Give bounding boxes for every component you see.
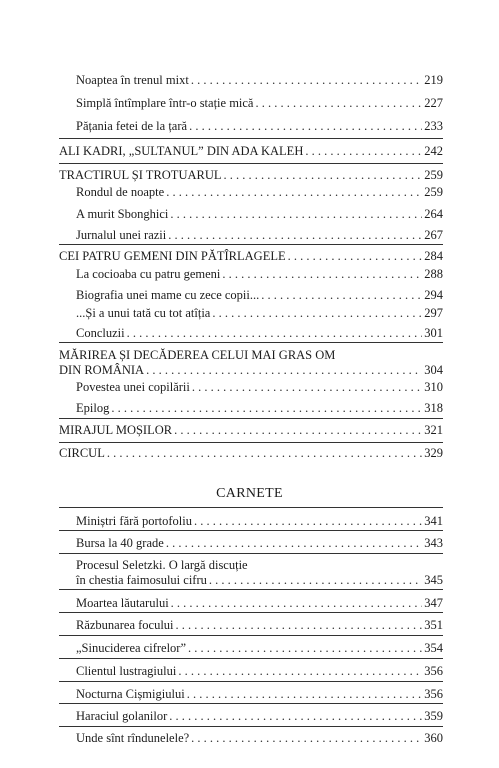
dot-leader bbox=[168, 228, 422, 242]
section-divider bbox=[59, 507, 443, 508]
dot-leader bbox=[169, 709, 422, 723]
toc-entry-title: Noaptea în trenul mixt bbox=[76, 73, 189, 87]
dot-leader bbox=[188, 641, 422, 655]
toc-entry bbox=[76, 536, 443, 550]
toc-entry-page: 356 bbox=[424, 687, 443, 701]
section-divider bbox=[59, 442, 443, 443]
toc-entry-title: Unde sînt rîndunelele? bbox=[76, 731, 190, 745]
dot-leader bbox=[166, 536, 422, 550]
toc-section-title: MIRAJUL MOȘILOR bbox=[59, 423, 173, 437]
toc-section-page: 321 bbox=[424, 423, 443, 437]
dot-leader bbox=[194, 514, 422, 528]
toc-entry-title: Haraciul golanilor bbox=[76, 709, 168, 723]
dot-leader bbox=[189, 119, 422, 133]
toc-entry-page: 360 bbox=[424, 731, 443, 745]
toc-entry-title: Concluzii bbox=[76, 326, 125, 340]
dot-leader bbox=[170, 207, 422, 221]
section-divider bbox=[59, 530, 443, 531]
toc-entry-title: Epilog bbox=[76, 401, 110, 415]
toc-entry bbox=[76, 73, 443, 87]
dot-leader bbox=[166, 185, 422, 199]
toc-entry bbox=[76, 306, 443, 320]
toc-entry bbox=[76, 185, 443, 199]
dot-leader bbox=[212, 306, 422, 320]
dot-leader bbox=[255, 96, 422, 110]
dot-leader bbox=[107, 446, 422, 460]
toc-entry-page: 318 bbox=[424, 401, 443, 415]
toc-entry-title: La cocioaba cu patru gemeni bbox=[76, 267, 221, 281]
toc-entry-title: Nocturna Cișmigiului bbox=[76, 687, 185, 701]
toc-entry bbox=[76, 267, 443, 281]
dot-leader bbox=[127, 326, 423, 340]
toc-entry bbox=[76, 288, 443, 302]
toc-entry-title: ...Și a unui tată cu tot atîția bbox=[76, 306, 211, 320]
toc-entry-title: Clientul lustragiului bbox=[76, 664, 177, 678]
section-divider bbox=[59, 726, 443, 727]
section-divider bbox=[59, 163, 443, 164]
toc-entry-page: 227 bbox=[424, 96, 443, 110]
toc-entry-title: Simplă întîmplare într-o stație mică bbox=[76, 96, 254, 110]
toc-section-page: 304 bbox=[424, 363, 443, 377]
toc-entry bbox=[76, 96, 443, 110]
toc-section-page: 329 bbox=[424, 446, 443, 460]
dot-leader bbox=[191, 73, 422, 87]
toc-entry-page: 264 bbox=[424, 207, 443, 221]
section-divider bbox=[59, 703, 443, 704]
section-divider bbox=[59, 658, 443, 659]
toc-entry-title: Răzbunarea focului bbox=[76, 618, 174, 632]
toc-entry-page: 351 bbox=[424, 618, 443, 632]
toc-entry-title: Povestea unei copilării bbox=[76, 380, 190, 394]
toc-entry bbox=[76, 641, 443, 655]
toc-entry-page: 345 bbox=[424, 573, 443, 587]
toc-entry-page: 294 bbox=[424, 288, 443, 302]
toc-entry-page: 233 bbox=[424, 119, 443, 133]
toc-entry-page: 288 bbox=[424, 267, 443, 281]
toc-entry bbox=[76, 618, 443, 632]
toc-entry-page: 310 bbox=[424, 380, 443, 394]
toc-entry-page: 219 bbox=[424, 73, 443, 87]
dot-leader bbox=[209, 573, 422, 587]
toc-entry-page: 359 bbox=[424, 709, 443, 723]
toc-section-title: TRACTIRUL ȘI TROTUARUL bbox=[59, 168, 222, 182]
dot-leader bbox=[305, 144, 422, 158]
toc-entry bbox=[76, 207, 443, 221]
toc-entry-title: Biografia unei mame cu zece copii... bbox=[76, 288, 260, 302]
dot-leader bbox=[261, 288, 422, 302]
toc-section-title: CEI PATRU GEMENI DIN PĂTÎRLAGELE bbox=[59, 249, 286, 263]
dot-leader bbox=[222, 267, 422, 281]
toc-entry bbox=[76, 228, 443, 242]
toc-entry-title: Bursa la 40 grade bbox=[76, 536, 164, 550]
section-divider bbox=[59, 635, 443, 636]
section-divider bbox=[59, 589, 443, 590]
toc-section bbox=[59, 423, 443, 437]
toc-section-page: 284 bbox=[424, 249, 443, 263]
toc-entry bbox=[76, 401, 443, 415]
toc-entry-page: 347 bbox=[424, 596, 443, 610]
toc-section bbox=[59, 144, 443, 158]
section-heading-carnete: CARNETE bbox=[216, 486, 283, 501]
toc-section bbox=[59, 249, 443, 263]
section-divider bbox=[59, 342, 443, 343]
toc-entry bbox=[76, 380, 443, 394]
toc-entry-title: „Sinuciderea cifrelor” bbox=[76, 641, 187, 655]
dot-leader bbox=[288, 249, 423, 263]
dot-leader bbox=[176, 618, 423, 632]
toc-entry-page: 343 bbox=[424, 536, 443, 550]
toc-entry bbox=[76, 514, 443, 528]
dot-leader bbox=[191, 731, 422, 745]
dot-leader bbox=[111, 401, 422, 415]
toc-entry-page: 301 bbox=[424, 326, 443, 340]
toc-section bbox=[59, 446, 443, 460]
toc-entry-title: Rondul de noapte bbox=[76, 185, 165, 199]
dot-leader bbox=[224, 168, 423, 182]
toc-section bbox=[59, 168, 443, 182]
dot-leader bbox=[178, 664, 422, 678]
toc-entry-title-line1: Procesul Seletzki. O largă discuție bbox=[76, 558, 248, 572]
toc-section-page: 259 bbox=[424, 168, 443, 182]
toc-entry-title-line2: în chestia faimosului cifru bbox=[76, 573, 207, 587]
toc-entry-title: A murit Sbonghici bbox=[76, 207, 169, 221]
toc-entry-page: 297 bbox=[424, 306, 443, 320]
toc-section-title: CIRCUL bbox=[59, 446, 105, 460]
toc-entry-title: Pățania fetei de la țară bbox=[76, 119, 188, 133]
toc-entry-page: 341 bbox=[424, 514, 443, 528]
toc-section-title-line1: MĂRIREA ȘI DECĂDEREA CELUI MAI GRAS OM bbox=[59, 348, 336, 362]
toc-entry-page: 267 bbox=[424, 228, 443, 242]
dot-leader bbox=[187, 687, 423, 701]
dot-leader bbox=[192, 380, 422, 394]
section-divider bbox=[59, 418, 443, 419]
section-divider bbox=[59, 612, 443, 613]
toc-entry bbox=[76, 664, 443, 678]
toc-entry-page: 259 bbox=[424, 185, 443, 199]
dot-leader bbox=[174, 423, 422, 437]
toc-entry bbox=[76, 596, 443, 610]
section-divider bbox=[59, 138, 443, 139]
toc-entry-page: 354 bbox=[424, 641, 443, 655]
toc-entry-title: Jurnalul unei razii bbox=[76, 228, 167, 242]
toc-entry-title: Miniștri fără portofoliu bbox=[76, 514, 192, 528]
dot-leader bbox=[171, 596, 423, 610]
dot-leader bbox=[146, 363, 422, 377]
toc-entry-title: Moartea lăutarului bbox=[76, 596, 169, 610]
toc-section-title-line2: DIN ROMÂNIA bbox=[59, 363, 145, 377]
section-divider bbox=[59, 553, 443, 554]
section-divider bbox=[59, 244, 443, 245]
toc-entry bbox=[76, 709, 443, 723]
toc-section-page: 242 bbox=[424, 144, 443, 158]
toc-section-title: ALI KADRI, „SULTANUL” DIN ADA KALEH bbox=[59, 144, 304, 158]
toc-entry bbox=[76, 119, 443, 133]
toc-entry bbox=[76, 687, 443, 701]
toc-entry-page: 356 bbox=[424, 664, 443, 678]
toc-entry bbox=[76, 731, 443, 745]
toc-entry bbox=[76, 326, 443, 340]
section-divider bbox=[59, 681, 443, 682]
